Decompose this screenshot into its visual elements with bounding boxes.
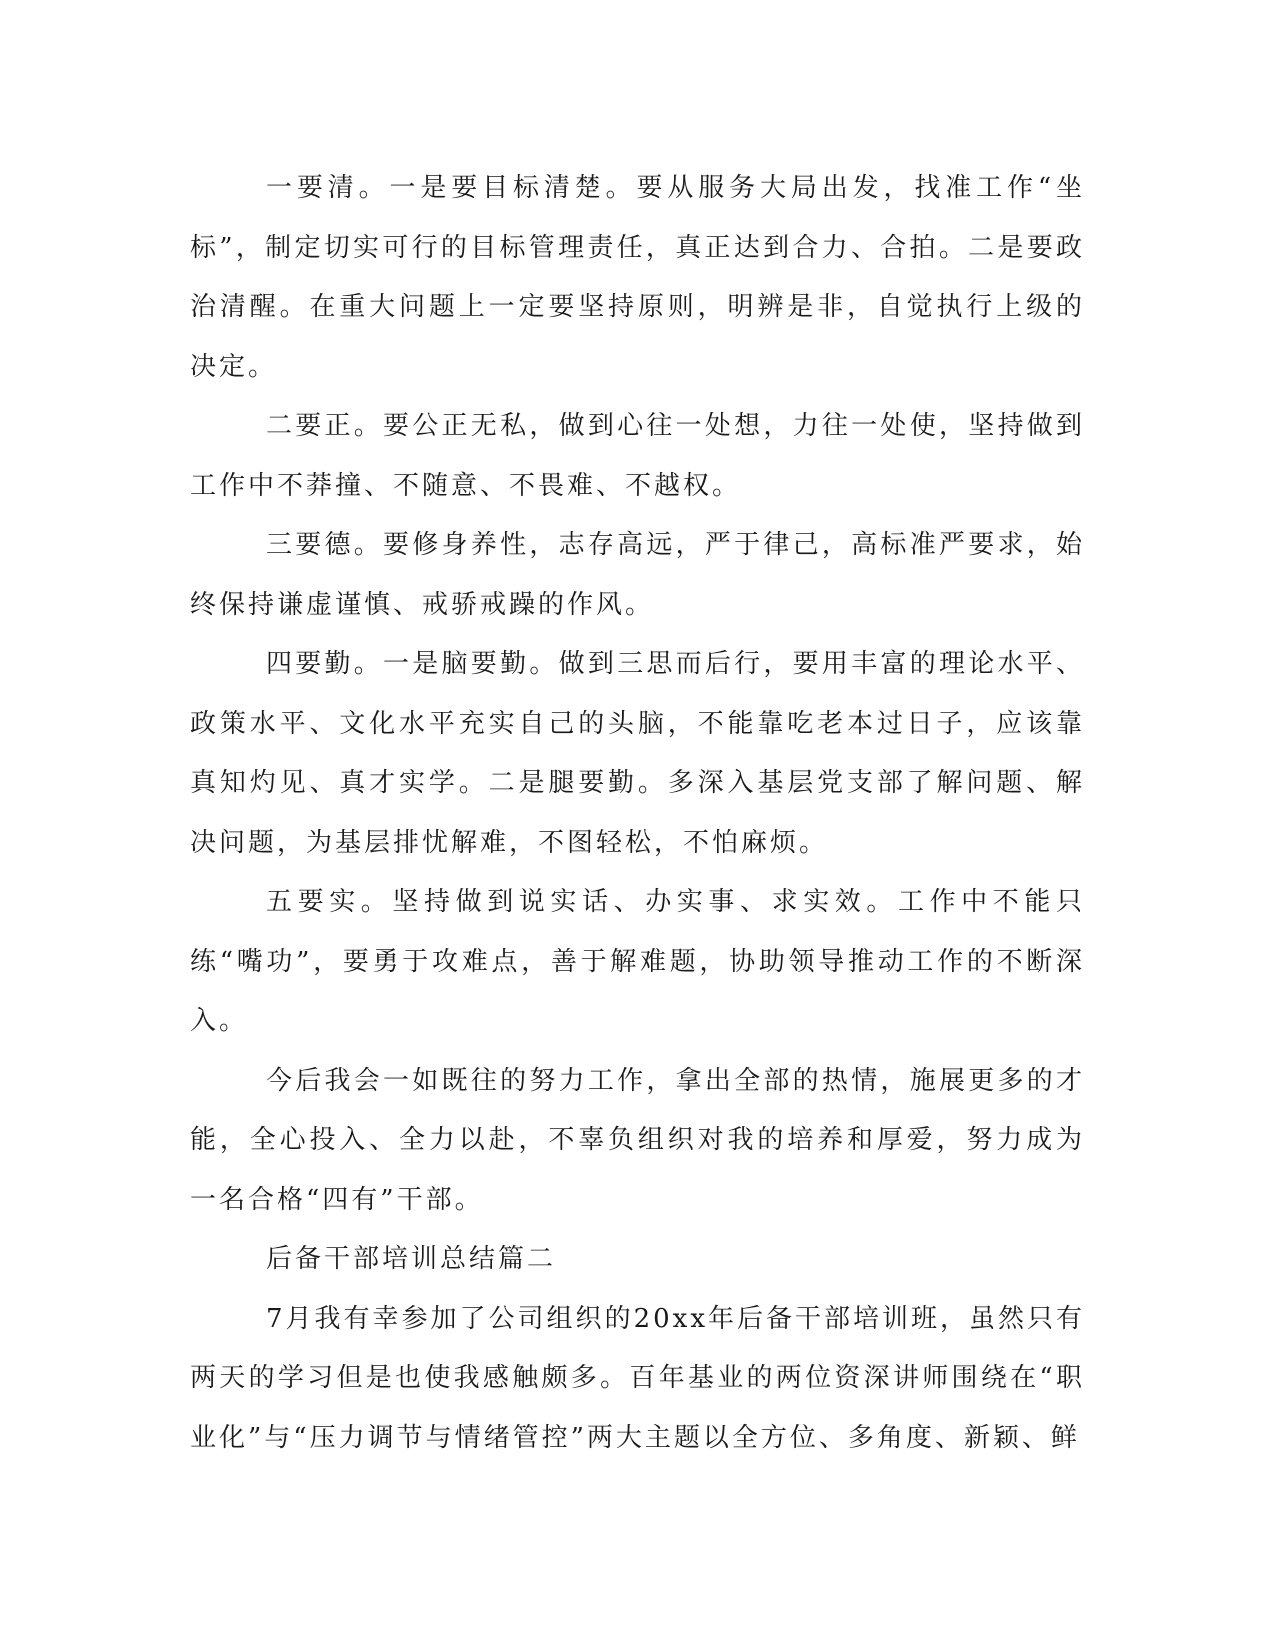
paragraph-shi: 五要实。坚持做到说实话、办实事、求实效。工作中不能只练“嘴功”，要勇于攻难点，善于解难题，协助领导推动工作的不断深入。: [190, 887, 1085, 1036]
paragraph-qing: 一要清。一是要目标清楚。要从服务大局出发，找准工作“坐标”，制定切实可行的目标管理责任，真正达到合力、合拍。二是要政治清醒。在重大问题上一定要坚持原则，明辨是非，自觉执行上级的决定。: [190, 173, 1085, 382]
paragraph-training-intro: 7月我有幸参加了公司组织的20xx年后备干部培训班，虽然只有两天的学习但是也使我感触颇多。百年基业的两位资深讲师围绕在“职业化”与“压力调节与情绪管控”两大主题以全方位、多角度、新颖、鲜: [190, 1303, 1085, 1453]
paragraph-conclusion: 今后我会一如既往的努力工作，拿出全部的热情，施展更多的才能，全心投入、全力以赴，不辜负组织对我的培养和厚爱，努力成为一名合格“四有”干部。: [190, 1065, 1085, 1215]
paragraph-qin: 四要勤。一是脑要勤。做到三思而后行，要用丰富的理论水平、政策水平、文化水平充实自己的头脑，不能靠吃老本过日子，应该靠真知灼见、真才实学。二是腿要勤。多深入基层党支部了解问题、解决问题，为基层排忧解难，不图轻松，不怕麻烦。: [190, 649, 1085, 858]
section-heading: 后备干部培训总结篇二: [266, 1244, 557, 1274]
document-body: [190, 159, 1085, 1468]
paragraph-de: 三要德。要修身养性，志存高远，严于律己，高标准严要求，始终保持谦虚谨慎、戒骄戒躁的作风。: [190, 530, 1085, 620]
paragraph-zheng: 二要正。要公正无私，做到心往一处想，力往一处使，坚持做到工作中不莽撞、不随意、不畏难、不越权。: [190, 411, 1085, 501]
